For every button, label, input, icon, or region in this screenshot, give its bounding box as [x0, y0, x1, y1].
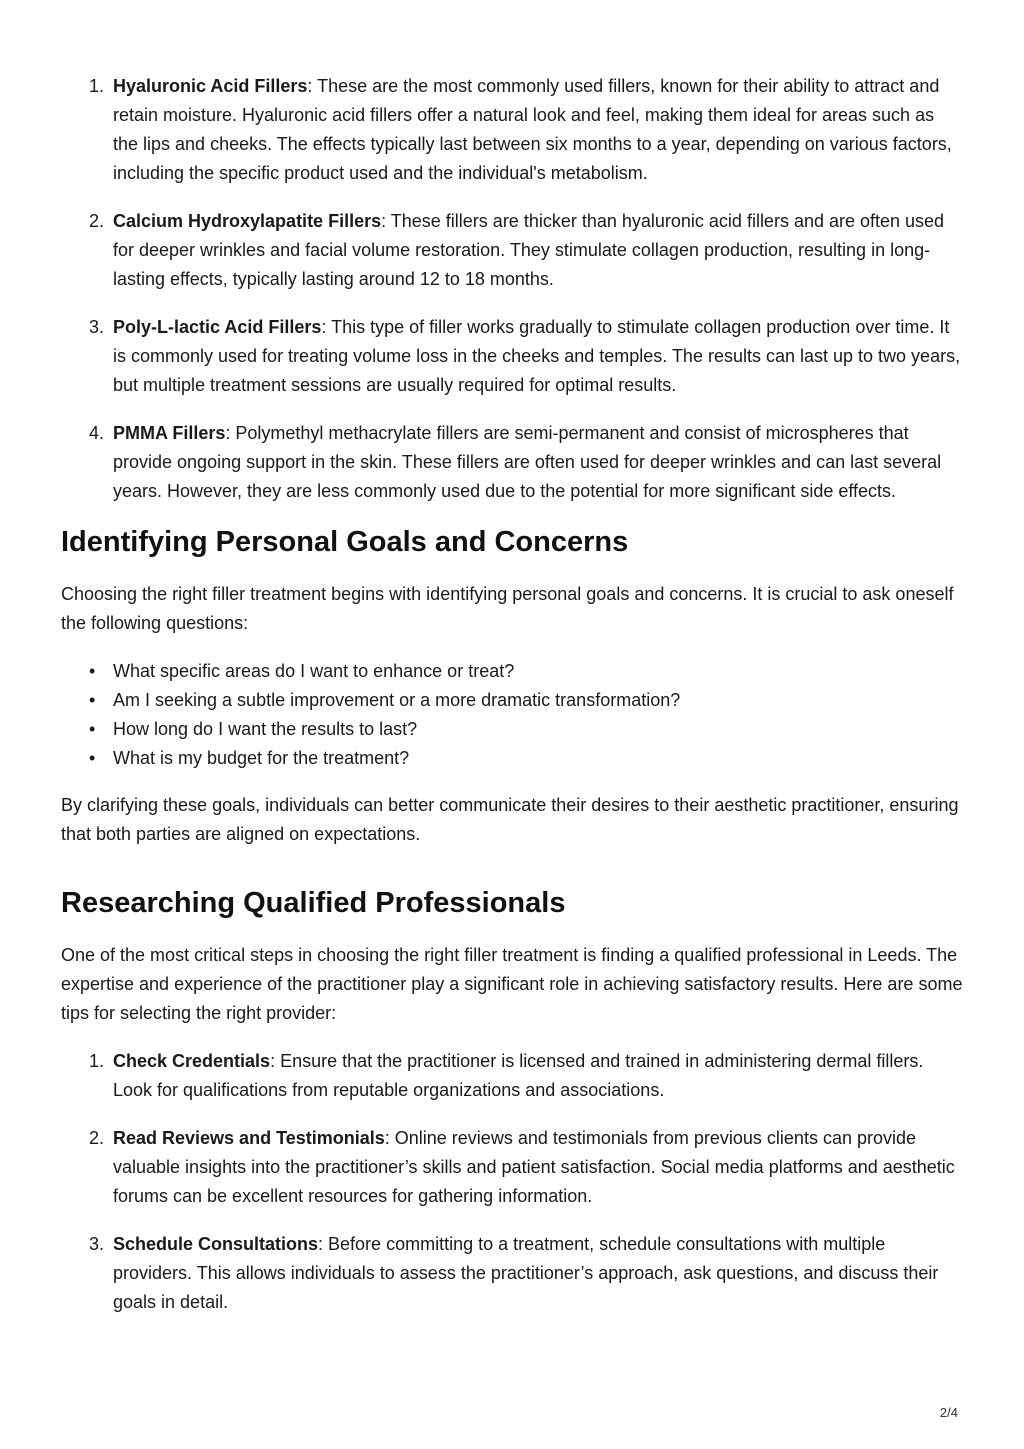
list-item	[61, 686, 963, 715]
bullet-icon: •	[89, 661, 96, 681]
list-item	[61, 72, 963, 188]
bullet-icon: •	[89, 690, 96, 710]
section-heading-goals: Identifying Personal Goals and Concerns	[61, 526, 629, 558]
list-number: 1.	[89, 76, 105, 96]
list-number: 3.	[89, 317, 105, 337]
list-item	[61, 1124, 963, 1211]
item-title: Poly-L-lactic Acid Fillers	[113, 317, 322, 337]
question-text: What is my budget for the treatment?	[113, 748, 410, 768]
list-number: 2.	[89, 1128, 105, 1148]
list-item	[61, 744, 963, 773]
list-number: 4.	[89, 423, 105, 443]
question-text: How long do I want the results to last?	[113, 719, 418, 739]
list-item	[61, 1230, 963, 1317]
bullet-icon: •	[89, 748, 96, 768]
questions-list	[61, 657, 963, 773]
item-text: : Online reviews and testimonials from previous clients can provide valuable insights into the practitioner’s skills and patient satisfaction. Social media platforms and aesthetic forums can be excellent resources for gathering information.	[113, 1128, 955, 1206]
bullet-icon: •	[89, 719, 96, 739]
item-text: : Ensure that the practitioner is licensed and trained in administering dermal fillers. Look for qualifications from reputable organizations and associations.	[113, 1051, 924, 1100]
item-title: Check Credentials	[113, 1051, 271, 1071]
item-text: : Before committing to a treatment, schedule consultations with multiple providers. This allows individuals to assess the practitioner’s approach, ask questions, and discuss their goals in detail.	[113, 1234, 939, 1312]
section-heading-professionals: Researching Qualified Professionals	[61, 887, 566, 919]
item-text: : These fillers are thicker than hyaluronic acid fillers and are often used for deeper wrinkles and facial volume restoration. They stimulate collagen production, resulting in long-lasting effects, typically lasting around 12 to 18 months.	[113, 211, 945, 289]
page-number: 2/4	[939, 1405, 958, 1420]
item-title: Read Reviews and Testimonials	[113, 1128, 385, 1148]
list-number: 3.	[89, 1234, 105, 1254]
tips-list	[61, 1047, 963, 1317]
list-item	[61, 207, 963, 294]
list-item	[61, 715, 963, 744]
list-number: 1.	[89, 1051, 105, 1071]
item-text: : Polymethyl methacrylate fillers are semi-permanent and consist of microspheres that provide ongoing support in the skin. These fillers are often used for deeper wrinkles and can last several years. However, they are less commonly used due to the potential for more significant side effects.	[113, 423, 942, 501]
list-item	[61, 657, 963, 686]
item-text: : These are the most commonly used fillers, known for their ability to attract and retain moisture. Hyaluronic acid fillers offer a natural look and feel, making them ideal for areas such as the lips and cheeks. The effects typically last between six months to a year, depending on various factors, including the specific product used and the individual's metabolism.	[113, 76, 952, 183]
list-item	[61, 1047, 963, 1105]
item-title: PMMA Fillers	[113, 423, 226, 443]
document-page	[61, 72, 963, 1317]
list-item	[61, 419, 963, 506]
question-text: Am I seeking a subtle improvement or a more dramatic transformation?	[113, 690, 681, 710]
list-item	[61, 313, 963, 400]
professionals-intro-paragraph: One of the most critical steps in choosing the right filler treatment is finding a qualified professional in Leeds. The expertise and experience of the practitioner play a significant role in achieving satisfactory results. Here are some tips for selecting the right provider:	[61, 945, 963, 1023]
item-text: : This type of filler works gradually to stimulate collagen production over time. It is commonly used for treating volume loss in the cheeks and temples. The results can last up to two years, but multiple treatment sessions are usually required for optimal results.	[113, 317, 961, 395]
item-title: Schedule Consultations	[113, 1234, 319, 1254]
list-number: 2.	[89, 211, 105, 231]
question-text: What specific areas do I want to enhance or treat?	[113, 661, 515, 681]
goals-closing-paragraph: By clarifying these goals, individuals can better communicate their desires to their aesthetic practitioner, ensuring that both parties are aligned on expectations.	[61, 795, 959, 844]
goals-intro-paragraph: Choosing the right filler treatment begins with identifying personal goals and concerns. It is crucial to ask oneself the following questions:	[61, 584, 954, 633]
item-title: Calcium Hydroxylapatite Fillers	[113, 211, 382, 231]
filler-types-list	[61, 72, 963, 506]
item-title: Hyaluronic Acid Fillers	[113, 76, 308, 96]
